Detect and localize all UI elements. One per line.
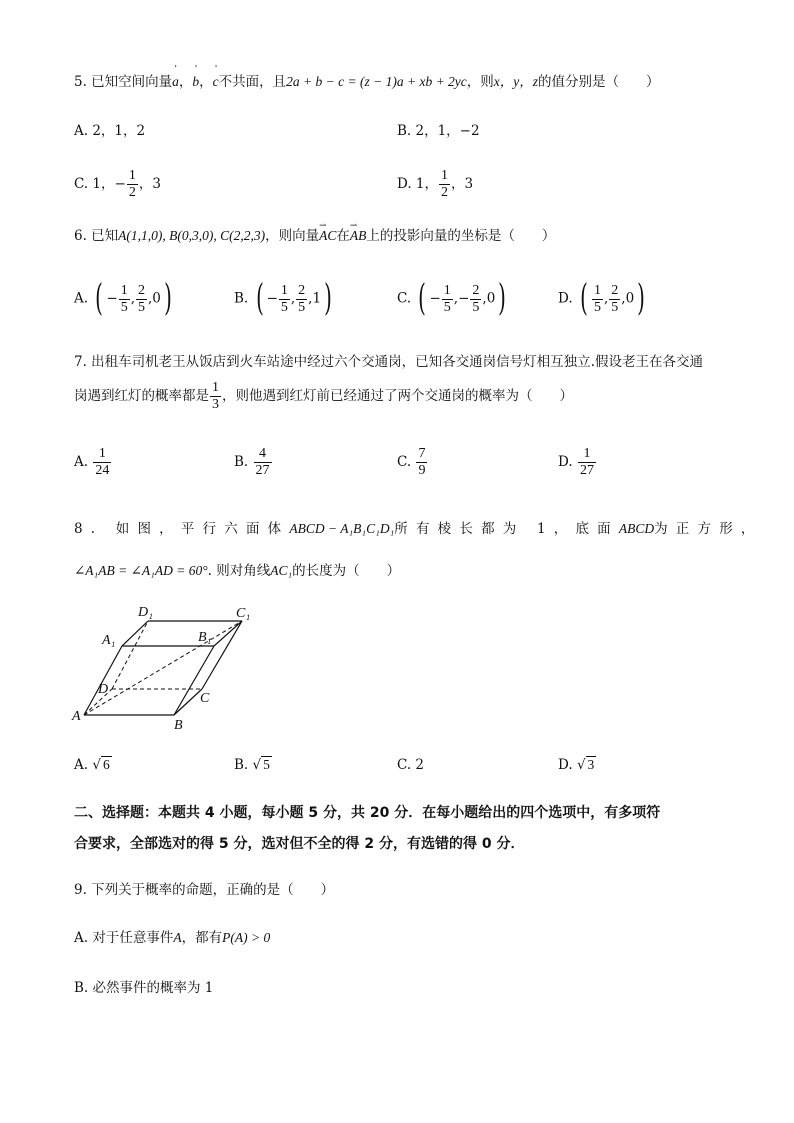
q7-stem-line2	[74, 380, 734, 413]
fraction	[609, 283, 620, 316]
q5-option-d	[397, 168, 473, 201]
right-paren: )	[324, 278, 332, 319]
option-label: C.	[397, 454, 412, 470]
q6-stem	[74, 226, 734, 246]
option-text: ，都有	[181, 930, 223, 946]
section2-heading-line1: 二、选择题：本题共 4 小题，每小题 5 分，共 20 分．在每小题给出的四个选项中，有多项符	[74, 805, 661, 821]
q8-option-c: C. 2	[397, 757, 425, 773]
denominator: 24	[95, 463, 110, 478]
numerator: 2	[472, 282, 480, 298]
minus-sign: −	[266, 290, 278, 307]
q8-stem-text: 所有棱长都为 1，底面	[394, 521, 619, 537]
coordinate: 0	[486, 290, 496, 307]
vector-c: ' c	[213, 72, 219, 92]
denominator: 5	[611, 299, 619, 315]
q6-stem-text: ，则向量	[265, 228, 320, 244]
q8-base: ABCD	[618, 521, 655, 536]
minus-sign: −	[458, 290, 470, 307]
denominator: 9	[418, 463, 426, 478]
fraction	[416, 446, 427, 479]
q7-stem-line1: 7. 出租车司机老王从饭店到火车站途中经过六个交通岗，已知各交通岗信号灯相互独立.假设老王在各交通	[74, 354, 703, 370]
option-label: A.	[74, 757, 89, 773]
option-text: A. 对于任意事件	[74, 930, 174, 946]
numerator: 1	[578, 446, 596, 463]
option-label: B.	[234, 290, 249, 307]
parallelepiped-figure	[64, 596, 264, 736]
q8-stem-line1	[74, 519, 763, 539]
label-d: D	[98, 682, 109, 697]
denominator: 5	[120, 299, 128, 315]
numerator: 1	[128, 168, 136, 183]
vector-ab: ⇀ AB	[350, 226, 367, 246]
option-text: D. 1，	[397, 176, 439, 192]
section2-heading-line2: 合要求，全部选对的得 5 分，选对但不全的得 2 分，有选错的得 0 分．	[74, 836, 525, 852]
q8-diagonal: AC₁	[270, 563, 293, 578]
right-paren: )	[498, 278, 507, 319]
left-paren: (	[580, 278, 588, 319]
left-paren: (	[95, 278, 104, 319]
q6-points: A(1,1,0), B(0,3,0), C(2,2,3)	[118, 228, 266, 243]
q5-stem-text: 5. 已知空间向量	[74, 74, 173, 90]
denominator: 5	[593, 299, 601, 315]
q7-option-a	[74, 446, 112, 479]
coordinate: 0	[625, 290, 635, 307]
q7-option-b	[234, 446, 273, 479]
fraction	[592, 283, 603, 316]
numerator: 2	[298, 282, 306, 298]
fraction	[254, 446, 272, 479]
q8-stem-text: . 则对角线	[207, 563, 271, 579]
coordinate: 0	[152, 290, 161, 307]
square-root: √ 6	[92, 757, 110, 773]
numerator: 1	[593, 282, 601, 298]
q6-option-c: C. ( − $\frac{1}{5}$ ,− $\frac{2}{5}$ ,0)	[397, 278, 507, 319]
denominator: 27	[579, 463, 594, 478]
numerator: 1	[120, 282, 128, 298]
q8-option-d	[558, 755, 596, 775]
denominator: 2	[128, 185, 136, 200]
square-root: √ 3	[576, 757, 595, 773]
fraction	[136, 283, 147, 316]
q5-stem-text: 的值分别是（ ）	[538, 74, 660, 90]
left-paren: (	[418, 278, 427, 319]
q5-stem	[74, 72, 734, 92]
label-c1: C₁	[236, 606, 251, 621]
radicand: 6	[102, 757, 110, 772]
event-var: A	[173, 930, 182, 945]
label-b1: B₁	[198, 630, 212, 645]
denominator: 5	[472, 299, 480, 315]
separator: ，	[199, 74, 213, 90]
denominator: 27	[255, 463, 270, 478]
fraction	[210, 380, 221, 413]
label-c: C	[200, 691, 210, 706]
label-d1: D₁	[138, 605, 153, 620]
q5-option-a: A. 2，1，2	[74, 123, 146, 139]
option-text: ，3	[451, 176, 474, 192]
fraction	[93, 446, 111, 479]
fraction	[439, 168, 450, 201]
option-label: A.	[74, 454, 89, 470]
q6-stem-text: 在	[336, 228, 350, 244]
coordinate: 1	[312, 290, 322, 307]
numerator: 1	[212, 380, 219, 395]
minus-sign: −	[429, 290, 441, 307]
option-text: ，3	[138, 176, 161, 192]
q6-option-a: A. ( − $\frac{1}{5}$ , $\frac{2}{5}$ ,0)	[74, 278, 172, 319]
q8-option-a	[74, 755, 112, 775]
label-a: A	[72, 709, 81, 724]
vector-ac: ⇀ AC	[319, 226, 336, 246]
vector-b: ' b	[192, 72, 199, 92]
q8-stem-line2	[74, 561, 734, 581]
fraction	[127, 168, 138, 201]
numerator: 2	[138, 282, 145, 298]
option-label: B.	[234, 757, 249, 773]
q8-stem-text: 为正方形，	[654, 521, 763, 537]
fraction	[470, 283, 481, 316]
option-label: D.	[558, 757, 573, 773]
q5-stem-text: 不共面，且	[218, 74, 287, 90]
probability-expr: P(A) > 0	[222, 930, 271, 945]
denominator: 5	[443, 299, 451, 315]
option-label: C.	[397, 290, 412, 307]
denominator: 3	[212, 397, 219, 412]
q9-option-a	[74, 928, 734, 948]
denominator: 2	[441, 185, 449, 200]
vector-a: ' a	[172, 72, 179, 92]
q7-stem-text: 岗遇到红灯的概率都是	[74, 388, 209, 404]
option-label: D.	[558, 454, 573, 470]
q7-stem-text: ，则他遇到红灯前已经通过了两个交通岗的概率为（ ）	[222, 388, 573, 404]
q6-stem-text: 上的投影向量的坐标是（ ）	[366, 228, 556, 244]
option-label: D.	[558, 290, 573, 307]
q7-option-d	[558, 446, 597, 479]
q6-option-b: B. ( − $\frac{1}{5}$ , $\frac{2}{5}$ ,1)	[234, 278, 332, 319]
separator: ，	[178, 74, 193, 90]
fraction	[119, 283, 130, 316]
q8-solid: ABCD − A₁B₁C₁D₁	[289, 521, 395, 536]
denominator: 5	[280, 299, 288, 315]
label-b: B	[174, 718, 183, 733]
option-label: A.	[74, 290, 89, 307]
q8-angle-condition: ∠A₁AB = ∠A₁AD = 60°	[74, 563, 208, 578]
q9-stem: 9. 下列关于概率的命题，正确的是（ ）	[74, 882, 335, 898]
denominator: 5	[138, 299, 145, 315]
numerator: 1	[280, 282, 288, 298]
left-paren: (	[255, 278, 264, 319]
option-text: C. 1，−	[74, 176, 126, 192]
fraction	[442, 283, 453, 316]
q8-option-b	[234, 755, 272, 775]
q5-stem-text: ，则	[466, 74, 494, 90]
minus-sign: −	[106, 290, 118, 307]
q8-stem-text: 8. 如图，平行六面体	[74, 521, 290, 537]
q6-option-d: D. ( $\frac{1}{5}$ , $\frac{2}{5}$ ,0)	[558, 278, 646, 319]
numerator: 7	[418, 446, 426, 461]
q6-stem-text: 6. 已知	[74, 228, 119, 244]
q5-option-b: B. 2，1，−2	[397, 123, 480, 139]
denominator: 5	[298, 299, 306, 315]
numerator: 2	[611, 282, 619, 298]
q5-equation: 2a + b − c = (z − 1)a + xb + 2yc	[286, 74, 467, 89]
radicand: 5	[263, 757, 270, 772]
numerator: 1	[443, 282, 451, 298]
numerator: 4	[254, 446, 272, 463]
right-paren: )	[164, 278, 172, 319]
numerator: 1	[93, 446, 111, 463]
option-label: B.	[234, 454, 249, 470]
numerator: 1	[441, 168, 449, 183]
radicand: 3	[587, 757, 595, 772]
edge-bc	[174, 689, 202, 715]
fraction	[578, 446, 596, 479]
q5-variables: x，y，z	[493, 74, 539, 89]
right-paren: )	[637, 278, 646, 319]
q8-stem-text: 的长度为（ ）	[292, 563, 401, 579]
q7-option-c	[397, 446, 428, 479]
label-a1: A₁	[102, 633, 116, 648]
edge-b1c1	[214, 621, 242, 646]
fraction	[296, 283, 307, 316]
square-root: √ 5	[252, 757, 270, 773]
q5-option-c	[74, 168, 161, 201]
fraction	[279, 283, 290, 316]
edge-a1d1	[122, 621, 148, 646]
q9-option-b: B. 必然事件的概率为 1	[74, 980, 214, 996]
